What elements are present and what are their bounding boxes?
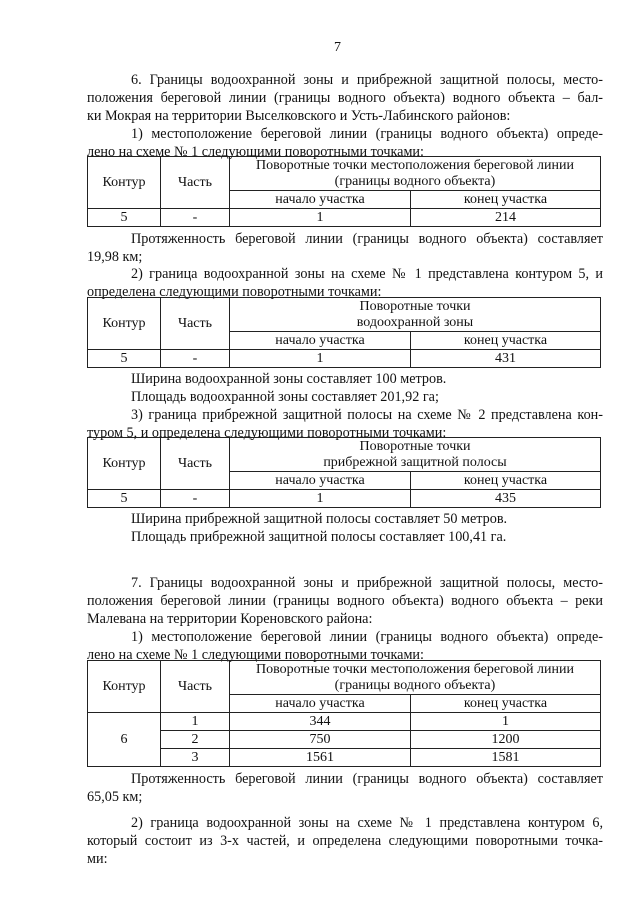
table-1 xyxy=(87,156,601,227)
s7-p1-line-1: 1) местоположение береговой линии (границы водного объекта) опреде- xyxy=(131,629,603,645)
s7-p2-line-1: 2) граница водоохранной зоны на схеме № 1 представлена контуром 6, xyxy=(131,815,603,831)
s6-length-line-2: 19,98 км; xyxy=(87,249,143,265)
table-3 xyxy=(87,437,601,508)
t3-cell: 1 xyxy=(230,490,411,508)
s6-width2-line: Ширина прибрежной защитной полосы составляет 50 метров. xyxy=(131,511,508,527)
t3-cell: - xyxy=(161,490,230,508)
s6-area-line: Площадь водоохранной зоны составляет 201,92 га; xyxy=(131,389,439,405)
s7-length-line-2: 65,05 км; xyxy=(87,789,143,805)
t3-header-points xyxy=(230,438,601,472)
t3-header-end: конец участка xyxy=(411,472,601,490)
t3-header-chast: Часть xyxy=(161,438,230,490)
s6-p1-line-1: 1) местоположение береговой линии (границы водного объекта) опреде- xyxy=(131,126,603,142)
t1-cell: 214 xyxy=(411,209,601,227)
t2-cell: - xyxy=(161,350,230,368)
t4-header-points: Поворотные точки местоположения береговой линии (границы водного объекта) xyxy=(230,661,601,695)
table-row xyxy=(88,713,601,731)
s7-length-line-1: Протяженность береговой линии (границы водного объекта) составляет xyxy=(131,771,603,787)
t2-header-start: начало участка xyxy=(230,332,411,350)
t2-header-kontur: Контур xyxy=(88,298,161,350)
s6-area2-line: Площадь прибрежной защитной полосы составляет 100,41 га. xyxy=(131,529,507,545)
t2-header-points-line-1: Поворотные точки xyxy=(359,298,471,314)
t1-cell: 1 xyxy=(230,209,411,227)
t3-cell: 5 xyxy=(88,490,161,508)
t4-cell: 1561 xyxy=(230,749,411,767)
s6-heading-line-3: ки Мокрая на территории Выселковского и Усть-Лабинского районов: xyxy=(87,108,511,124)
t4-cell: 1 xyxy=(161,713,230,731)
t4-header-start: начало участка xyxy=(230,695,411,713)
t1-header-kontur: Контур xyxy=(88,157,161,209)
t1-header-chast: Часть xyxy=(161,157,230,209)
s6-p2-line-2: определена следующими поворотными точками: xyxy=(87,284,382,300)
table-row xyxy=(88,731,601,749)
t1-header-start: начало участка xyxy=(230,191,411,209)
s7-p2-line-2: который состоит из 3-х частей, и определена следующими поворотными точка- xyxy=(87,833,603,849)
s6-p1-line-2: лено на схеме № 1 следующими поворотными точками: xyxy=(87,144,424,160)
s6-p3-line-1: 3) граница прибрежной защитной полосы на схеме № 2 представлена кон- xyxy=(131,407,603,423)
s7-p2-line-3: ми: xyxy=(87,851,108,867)
t2-cell: 1 xyxy=(230,350,411,368)
t3-header-points-line-1: Поворотные точки xyxy=(359,438,471,454)
t4-cell: 1581 xyxy=(411,749,601,767)
t4-header-chast: Часть xyxy=(161,661,230,713)
t3-cell: 435 xyxy=(411,490,601,508)
t4-kontur-cell: 6 xyxy=(88,713,161,767)
table-4 xyxy=(87,660,601,767)
s7-p1-line-2: лено на схеме № 1 следующими поворотными точками: xyxy=(87,647,424,663)
s7-heading-line-3: Малевана на территории Кореновского района: xyxy=(87,611,373,627)
s6-width-line: Ширина водоохранной зоны составляет 100 метров. xyxy=(131,371,447,387)
t2-cell: 5 xyxy=(88,350,161,368)
t1-header-end: конец участка xyxy=(411,191,601,209)
t4-cell: 2 xyxy=(161,731,230,749)
table-row xyxy=(88,350,601,368)
t1-cell: 5 xyxy=(88,209,161,227)
s7-heading-line-1: 7. Границы водоохранной зоны и прибрежной защитной полосы, место- xyxy=(131,575,603,591)
t4-cell: 344 xyxy=(230,713,411,731)
table-row xyxy=(88,749,601,767)
t3-header-start: начало участка xyxy=(230,472,411,490)
page-number: 7 xyxy=(334,40,341,55)
s6-p2-line-1: 2) граница водоохранной зоны на схеме № 1 представлена контуром 5, и xyxy=(131,266,603,282)
s6-length-line-1: Протяженность береговой линии (границы водного объекта) составляет xyxy=(131,231,603,247)
t3-header-kontur: Контур xyxy=(88,438,161,490)
t3-header-points-line-2: прибрежной защитной полосы xyxy=(323,454,507,470)
t2-header-chast: Часть xyxy=(161,298,230,350)
s6-heading-line-2: положения береговой линии (границы водного объекта) водного объекта – бал- xyxy=(87,90,603,106)
t4-cell: 750 xyxy=(230,731,411,749)
table-2 xyxy=(87,297,601,368)
t2-header-points-line-2: водоохранной зоны xyxy=(356,314,474,330)
table-row xyxy=(88,209,601,227)
t2-cell: 431 xyxy=(411,350,601,368)
table-row xyxy=(88,490,601,508)
s7-heading-line-2: положения береговой линии (границы водного объекта) водного объекта – реки xyxy=(87,593,603,609)
t4-cell: 1200 xyxy=(411,731,601,749)
t1-cell: - xyxy=(161,209,230,227)
t1-header-points: Поворотные точки местоположения береговой линии (границы водного объекта) xyxy=(230,157,601,191)
t4-header-kontur: Контур xyxy=(88,661,161,713)
s6-heading-line-1: 6. Границы водоохранной зоны и прибрежной защитной полосы, место- xyxy=(131,72,603,88)
t2-header-points xyxy=(230,298,601,332)
t2-header-end: конец участка xyxy=(411,332,601,350)
t4-cell: 1 xyxy=(411,713,601,731)
t4-cell: 3 xyxy=(161,749,230,767)
s6-p3-line-2: туром 5, и определена следующими поворотными точками: xyxy=(87,425,447,441)
t4-header-end: конец участка xyxy=(411,695,601,713)
